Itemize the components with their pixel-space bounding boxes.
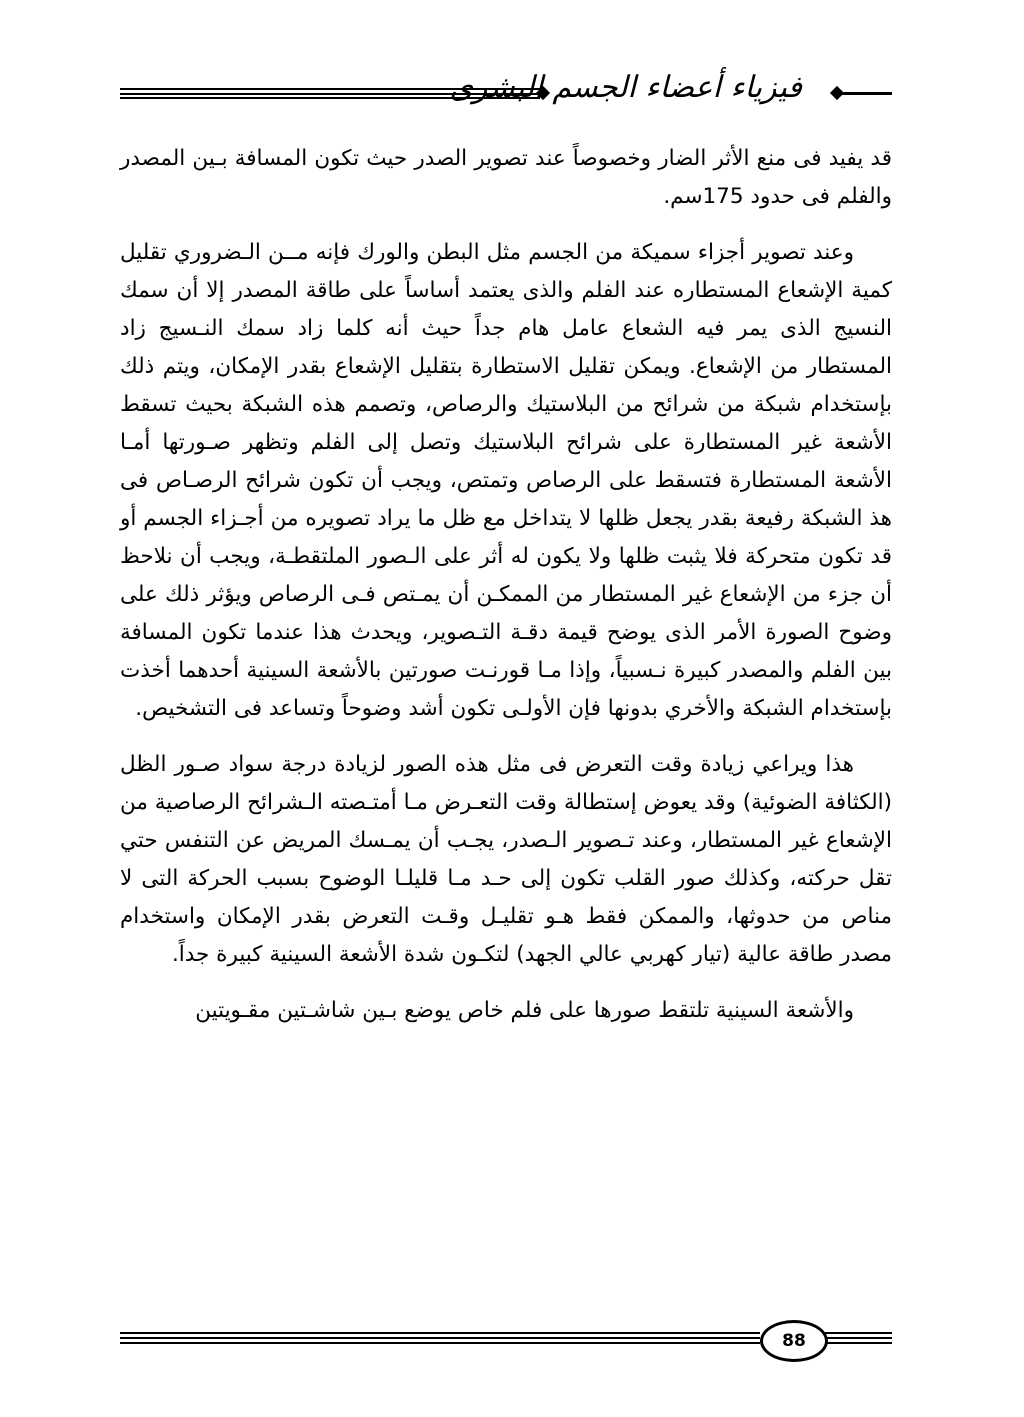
footer-rule [825, 1332, 892, 1334]
header-rule-short [840, 92, 892, 95]
footer-rule [825, 1342, 892, 1344]
page-footer [120, 1320, 892, 1370]
paragraph: والأشعة السينية تلتقط صورها على فلم خاص يوضع بـين شاشـتين مقـويتين [195, 998, 854, 1023]
footer-rule [825, 1337, 892, 1339]
footer-rule [120, 1332, 760, 1334]
page-number: 88 [760, 1320, 828, 1362]
body-text [120, 140, 892, 1048]
paragraph: قد يفيد فى منع الأثر الضار وخصوصاً عند تصوير الصدر حيث تكون المسافة بـين المصدر والفلم فى حدود 175سم. [120, 146, 892, 209]
header-title: فيزياء أعضاء الجسم البشرى [449, 70, 802, 105]
footer-rule [120, 1342, 760, 1344]
paragraph: وعند تصوير أجزاء سميكة من الجسم مثل البطن والورك فإنه مــن الـضروري تقليل كمية الإشعاع المستطاره عند الفلم والذى يعتمد أساساً على طاقة المصدر إلا أن سمك النسيج الذى يمر فيه الشعاع عامل هام جداً حيث أنه كلما زاد سمك النـسيج زاد المستطار من الإشعاع. ويمكن تقليل الاستطارة بتقليل الإشعاع بقدر الإمكان، ويتم ذلك بإستخدام شبكة من شرائح من البلاستيك والرصاص، وتصمم هذه الشبكة بحيث تسقط الأشعة غير المستطارة على شرائح البلاستيك وتصل إلى الفلم وتظهر صـورتها أمـا الأشعة المستطارة فتسقط على الرصاص وتمتص، ويجب أن تكون شرائح الرصـاص فى هذ الشبكة رفيعة بقدر يجعل ظلها لا يتداخل مع ظل ما يراد تصويره من أجـزاء الجسم أو قد تكون متحركة فلا يثبت ظلها ولا يكون له أثر على الـصور الملتقطـة، ويجب أن نلاحظ أن جزء من الإشعاع غير المستطار من الممكـن أن يمـتص فـى الرصاص ويؤثر ذلك على وضوح الصورة الأمر الذى يوضح قيمة دقـة التـصوير، ويحدث هذا عندما تكون المسافة بين الفلم والمصدر كبيرة نـسبياً، وإذا مـا قورنـت صورتين بالأشعة السينية أحدهما أخذت بإستخدام الشبكة والأخري بدونها فإن الأولـى تكون أشد وضوحاً وتساعد فى التشخيص. [120, 240, 892, 721]
footer-rule [120, 1337, 760, 1339]
running-header [120, 60, 892, 110]
paragraph: هذا ويراعي زيادة وقت التعرض فى مثل هذه الصور لزيادة درجة سواد صـور الظل (الكثافة الضوئية) وقد يعوض إستطالة وقت التعـرض مـا أمتـصته الـشرائح الرصاصية من الإشعاع غير المستطار، وعند تـصوير الـصدر، يجـب أن يمـسك المريض عن التنفس حتي تقل حركته، وكذلك صور القلب تكون إلى حـد مـا قليلـا الوضوح بسبب الحركة التى لا مناص من حدوثها، والممكن فقط هـو تقليـل وقـت التعرض بقدر الإمكان واستخدام مصدر طاقة عالية (تيار كهربي عالي الجهد) لتكـون شدة الأشعة السينية كبيرة جداً. [120, 752, 892, 967]
